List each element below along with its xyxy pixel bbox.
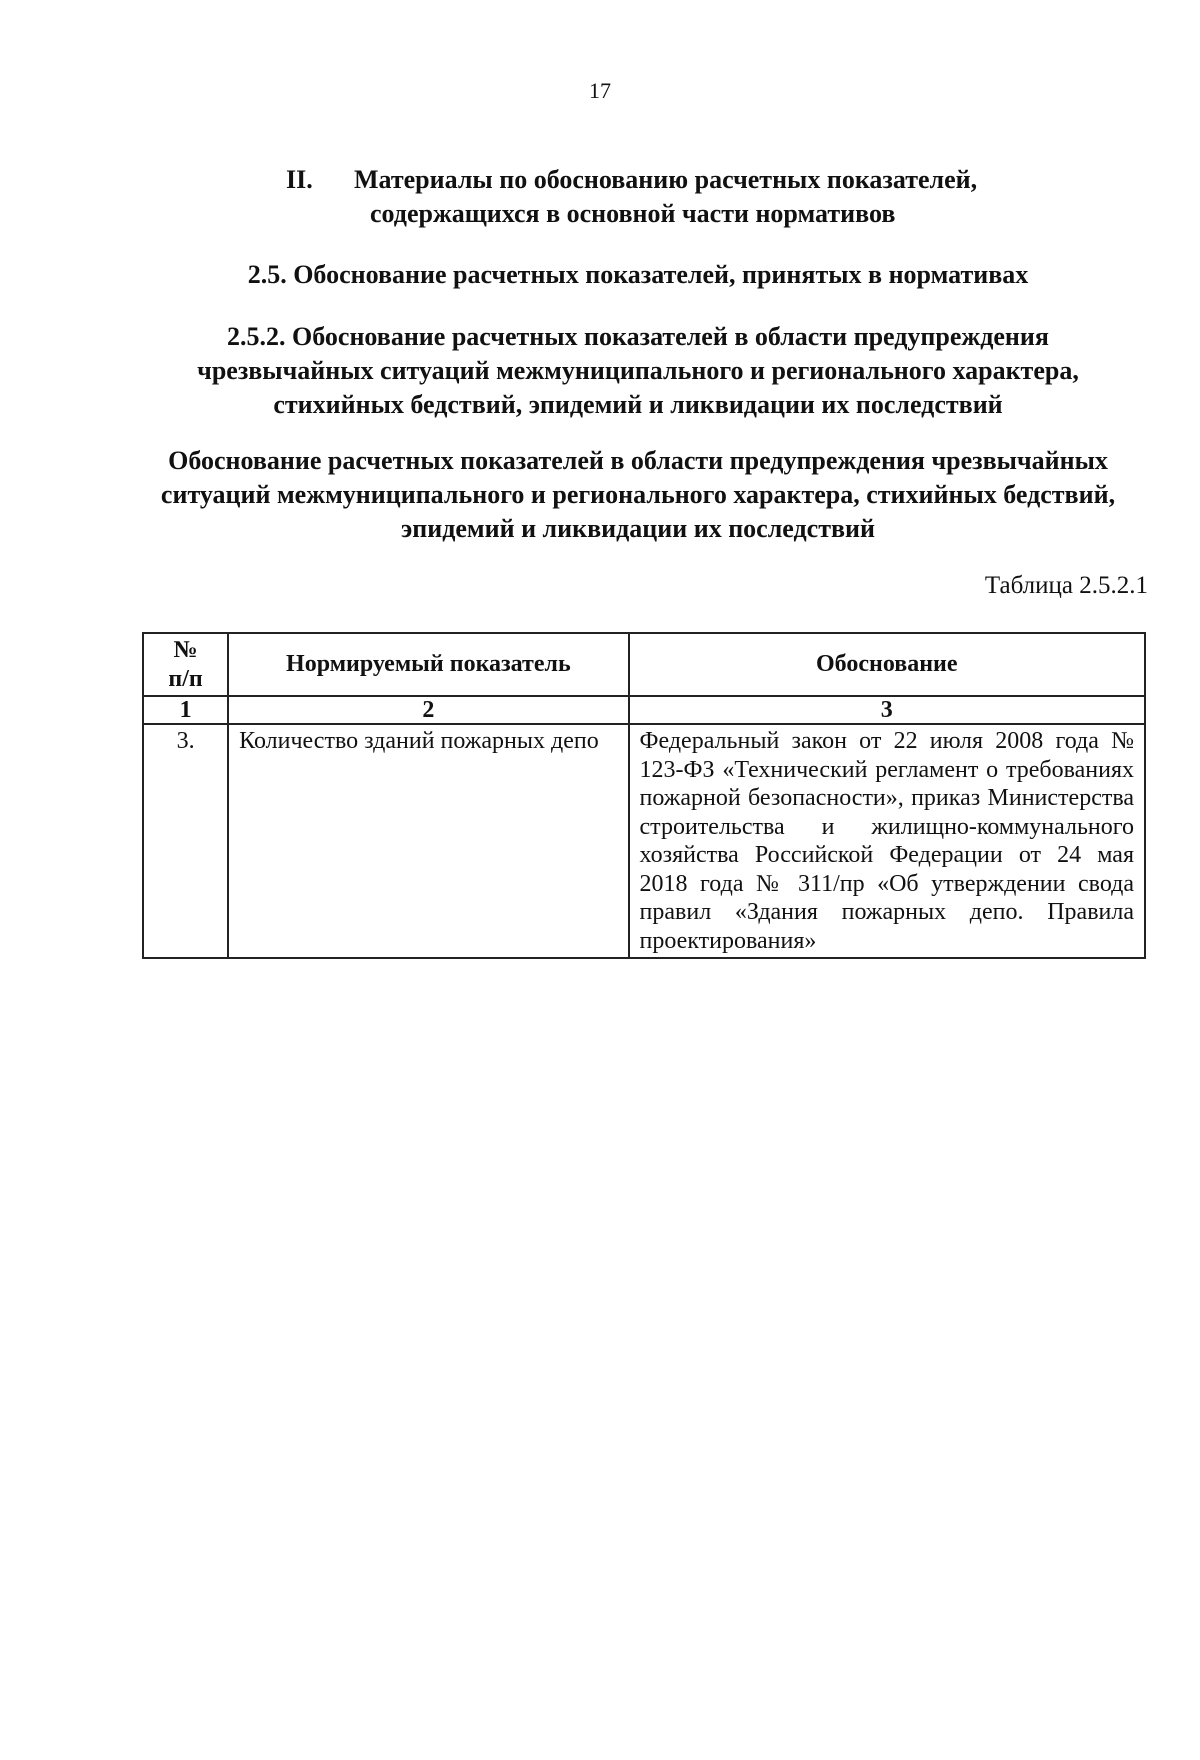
- header-justification: Обоснование: [629, 633, 1145, 696]
- table-caption: Таблица 2.5.2.1: [984, 572, 1148, 599]
- subsubsection-line-2: чрезвычайных ситуаций межмуниципального и регионального характера,: [197, 356, 1079, 385]
- table-title-line-2: ситуаций межмуниципального и регионального характера, стихийных бедствий,: [160, 480, 1116, 509]
- table-title-line-1: Обоснование расчетных показателей в области предупреждения чрезвычайных: [168, 446, 1108, 475]
- row-number: 3.: [143, 724, 228, 958]
- column-number-3: 3: [629, 696, 1145, 724]
- subsubsection-heading: [130, 320, 1146, 422]
- header-number: [143, 633, 228, 696]
- column-number-2: 2: [228, 696, 628, 724]
- table-title-line-3: эпидемий и ликвидации их последствий: [401, 514, 875, 543]
- row-justification: Федеральный закон от 22 июля 2008 года № 123-ФЗ «Технический регламент о требованиях пожарной безопасности», приказ Министерства строительства и жилищно-коммунального хозяйства Российской Федерации от 24 мая 2018 года № 311/пр «Об утверждении свода правил «Здания пожарных депо. Правила проектирования»: [629, 724, 1145, 958]
- subsection-heading: 2.5. Обоснование расчетных показателей, принятых в нормативах: [247, 260, 1029, 289]
- section-title-line-1: Материалы по обоснованию расчетных показателей,: [354, 165, 978, 194]
- table-title: [130, 444, 1146, 546]
- column-number-1: 1: [143, 696, 228, 724]
- page-number: 17: [589, 78, 611, 103]
- subsubsection-line-3: стихийных бедствий, эпидемий и ликвидации их последствий: [273, 390, 1003, 419]
- header-number-symbol: №: [173, 637, 198, 663]
- header-indicator: Нормируемый показатель: [228, 633, 628, 696]
- table-header-row: [143, 633, 1145, 696]
- justification-table: [142, 632, 1146, 959]
- section-title-line-2: содержащихся в основной части нормативов: [370, 199, 896, 228]
- row-indicator: Количество зданий пожарных депо: [228, 724, 628, 958]
- column-numbering-row: [143, 696, 1145, 724]
- subsubsection-line-1: 2.5.2. Обоснование расчетных показателей в области предупреждения: [227, 322, 1049, 351]
- table-row: [143, 724, 1145, 958]
- header-number-label: п/п: [168, 665, 203, 692]
- section-number: II.: [286, 165, 313, 194]
